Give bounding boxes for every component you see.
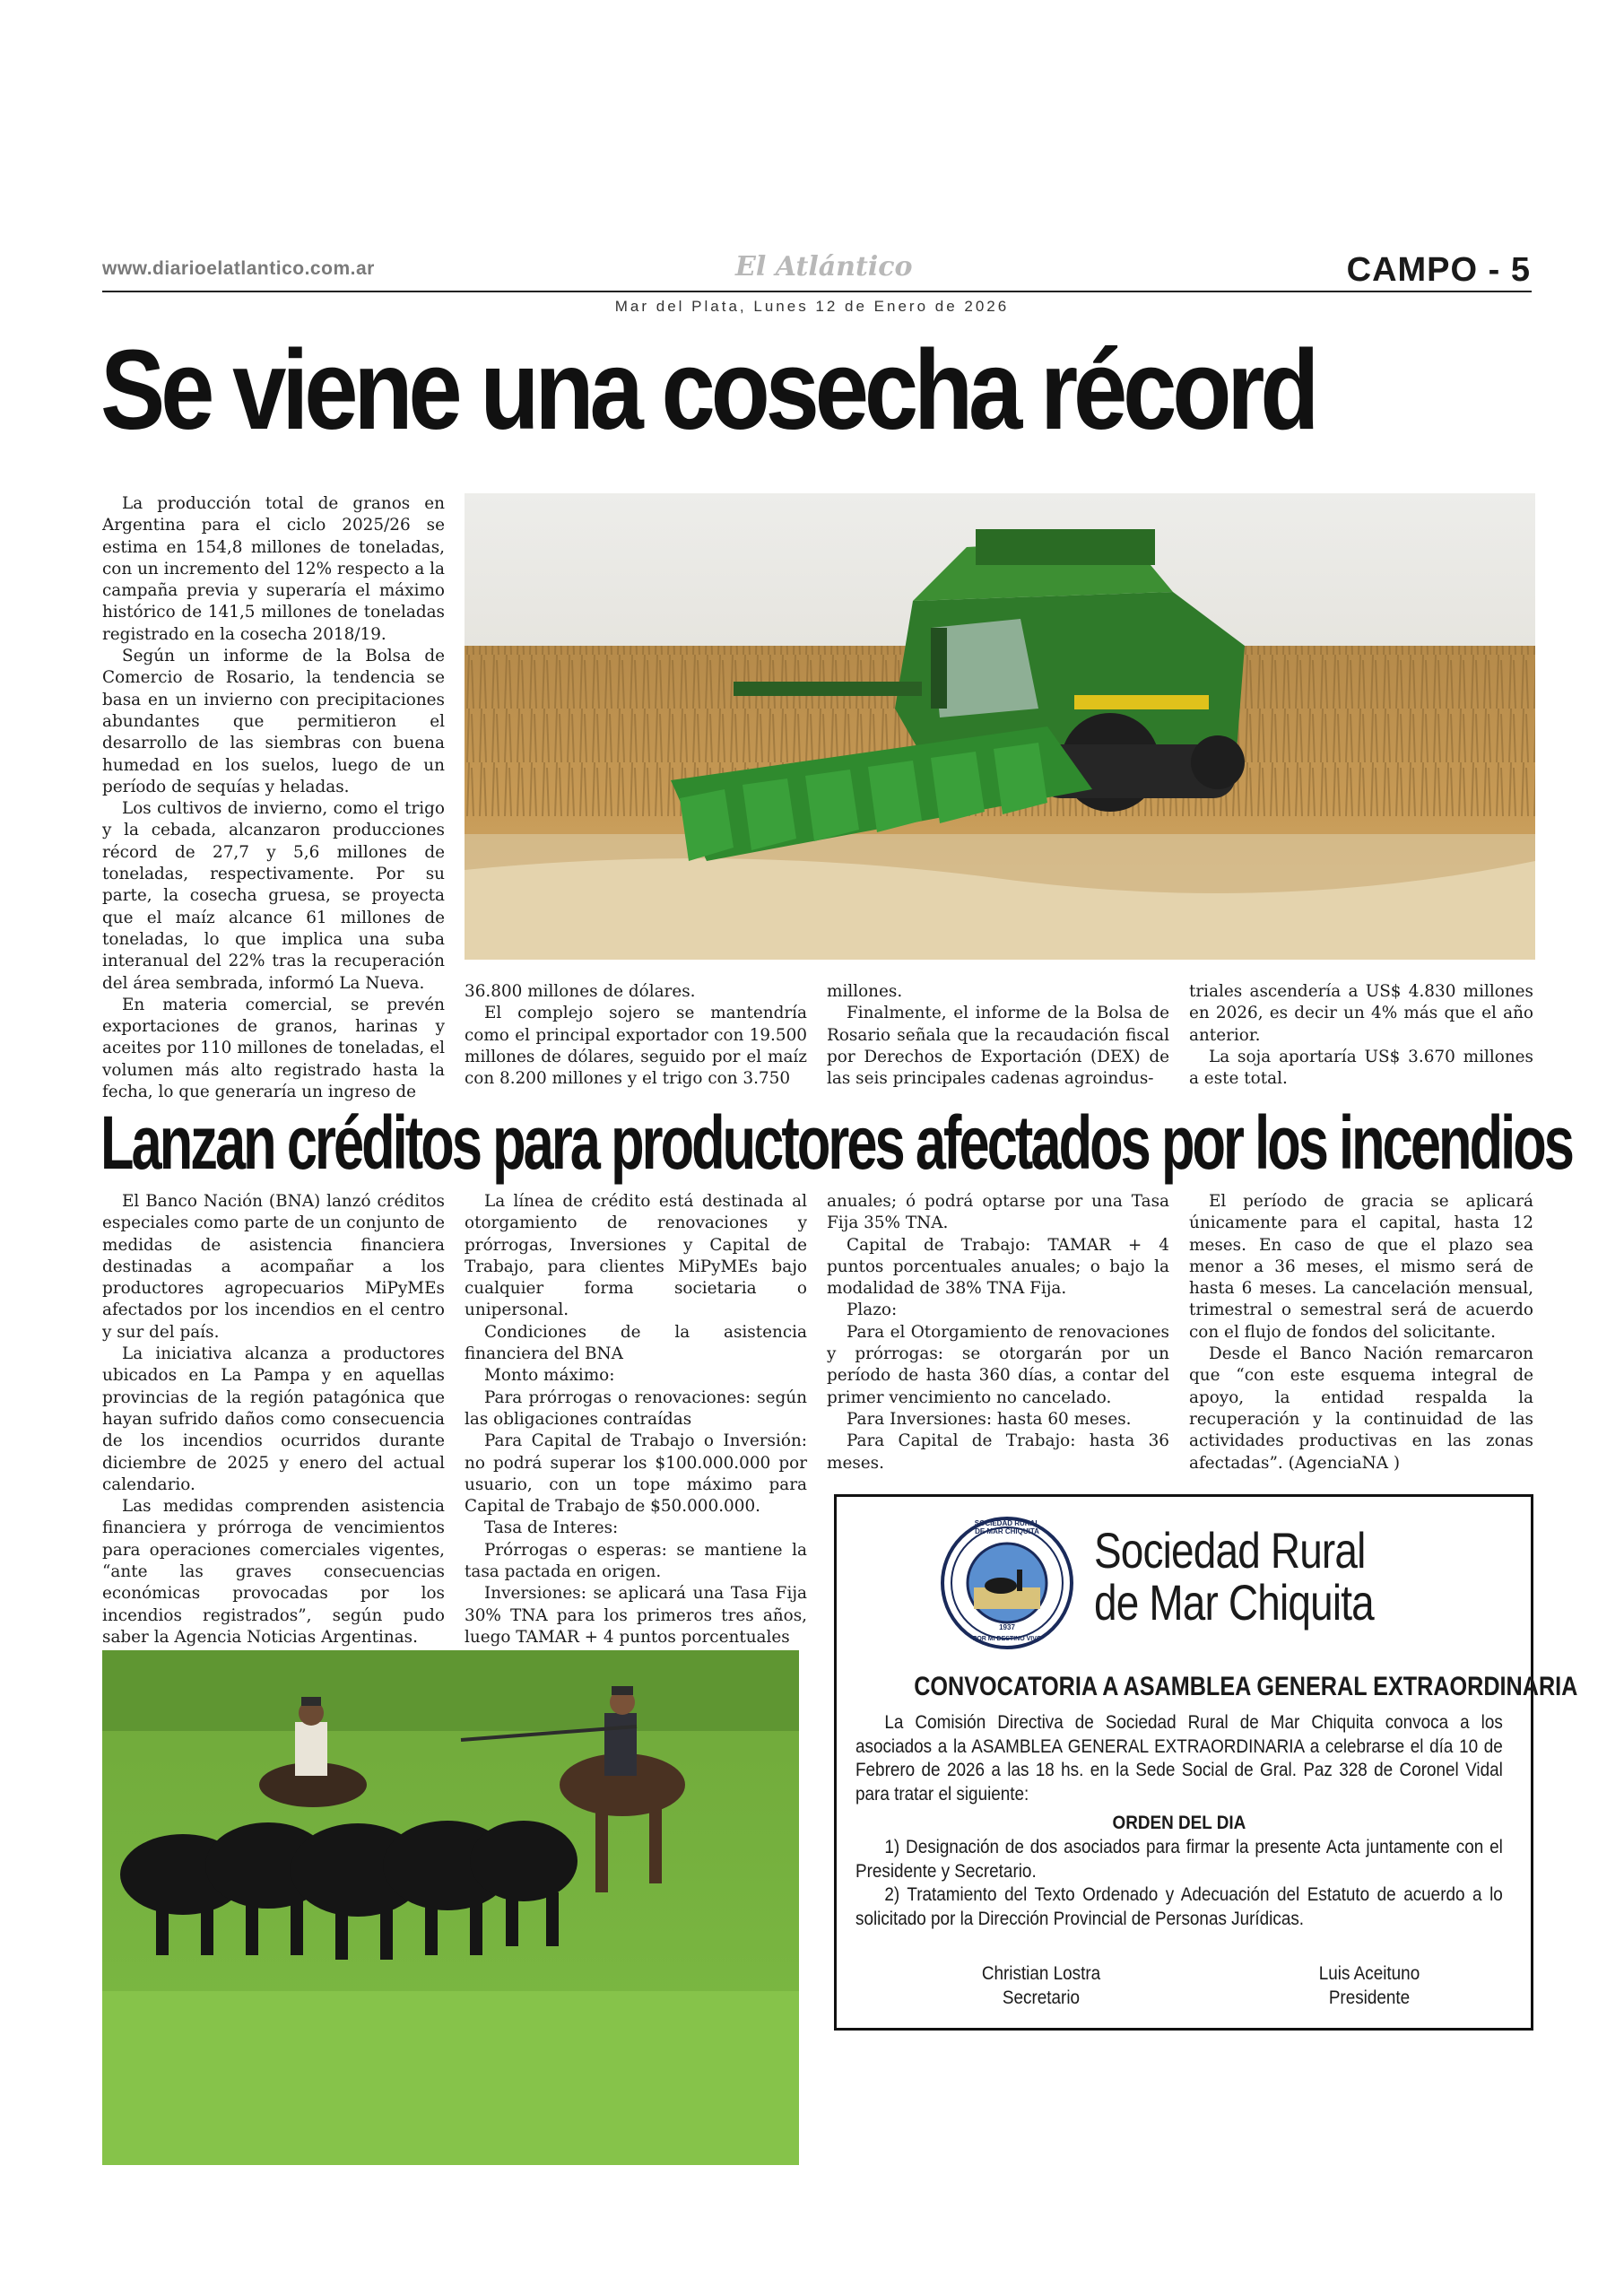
agenda-title: ORDEN DEL DIA — [1112, 1813, 1246, 1834]
article1-column-1 — [102, 493, 445, 1103]
gauchos-herding-cattle-image — [102, 1650, 799, 2165]
paragraph: La iniciativa alcanza a productores ubicados en La Pampa y en aquellas provincias de la región patagónica que hayan sufrido daños como consecuencia de los incendios ocurridos durante diciembre de 2025 y enero del actual calendario. — [102, 1344, 445, 1494]
issue-date: Mar del Plata, Lunes 12 de Enero de 2026 — [614, 298, 1010, 315]
paragraph: Para Capital de Trabajo: hasta 36 meses. — [827, 1431, 1169, 1473]
agenda-item-1: 1) Designación de dos asociados para firmar la presente Acta juntamente con el Presidente y Secretario. — [855, 1836, 1503, 1882]
article1-headline: Se viene una cosecha récord — [100, 326, 1316, 453]
paragraph: Inversiones: se aplicará una Tasa Fija 30% TNA para los primeros tres años, luego TAMAR + 4 puntos porcentuales — [465, 1584, 807, 1647]
article2-column-2 — [465, 1191, 807, 1648]
signatory-role: Secretario — [1002, 1987, 1081, 2008]
paragraph: Según un informe de la Bolsa de Comercio de Rosario, la tendencia se basa en un invierno con precipitaciones abundantes que permitieron el desarrollo de las siembras con buena humedad en los suelos, luego de un período de sequías y heladas. — [102, 647, 445, 796]
paragraph: Para Inversiones: hasta 60 meses. — [847, 1409, 1132, 1429]
paragraph: Monto máximo: — [484, 1366, 615, 1386]
seal-text-top: SOCIEDAD RURAL DE MAR CHIQUITA — [974, 1519, 1040, 1535]
paragraph: Tasa de Interes: — [484, 1518, 619, 1538]
paragraph: Condiciones de la asistencia financiera del BNA — [465, 1322, 807, 1364]
notice-intro: La Comisión Directiva de Sociedad Rural de Mar Chiquita convoca a los asociados a la ASAMBLEA GENERAL EXTRAORDINARIA a celebrarse el día 10 de Febrero de 2026 a las 18 hs. en la Sede Social de Gral. Paz 328 de Coronel Vidal para tratar el siguiente: — [855, 1712, 1503, 1805]
article1-column-2 — [465, 981, 807, 1090]
combine-harvester-image — [465, 493, 1535, 960]
section-label — [1347, 251, 1531, 290]
article2-headline: Lanzan créditos para productores afectados por los incendios — [100, 1100, 1572, 1185]
article2-column-1 — [102, 1191, 445, 1648]
paragraph: Para el Otorgamiento de renovaciones y prórrogas: se otorgarán por un período de hasta 360 días, a contar del primer vencimiento no cancelado. — [827, 1322, 1169, 1407]
paragraph: Los cultivos de invierno, como el trigo y la cebada, alcanzaron producciones récord de 27,7 y 5,6 millones de toneladas, respectivamente. Por su parte, la cosecha gruesa, se proyecta que el maíz alcance 61 millones de toneladas, lo que implica una suba interanual del 22% tras la recuperación del área sembrada, informó La Nueva. — [102, 799, 445, 993]
signatory-role: Presidente — [1328, 1987, 1411, 2008]
page-number: 5 — [1510, 251, 1531, 289]
signatory-name: Luis Aceituno — [1318, 1963, 1420, 1984]
article1-column-3 — [827, 981, 1169, 1090]
paragraph: El período de gracia se aplicará únicamente para el capital, hasta 12 meses. En caso de que el plazo sea menor a 36 meses, el mismo será de hasta 6 meses. La cancelación mensual, trimestral o semestral será de acuerdo con el flujo de fondos del solicitante. — [1189, 1192, 1533, 1342]
article2-column-4 — [1189, 1191, 1533, 1474]
org-name-line-1: Sociedad Rural — [1094, 1522, 1366, 1578]
signature-secretary — [952, 1962, 1130, 2010]
paragraph: Para Capital de Trabajo o Inversión: no podrá superar los $100.000.000 por usuario, con un tope máximo para Capital de Trabajo de $50.000.000. — [465, 1431, 807, 1517]
header-rule — [102, 291, 1532, 292]
paragraph: La línea de crédito está destinada al otorgamiento de renovaciones y prórrogas, Inversiones y Capital de Trabajo, para clientes MiPyMEs bajo cualquier forma societaria o unipersonal. — [465, 1192, 807, 1320]
paragraph: triales ascendería a US$ 4.830 millones en 2026, es decir un 4% más que el año anterior. — [1189, 982, 1533, 1045]
paragraph: En materia comercial, se prevén exportaciones de granos, harinas y aceites por 110 millones de toneladas, el volumen más alto registrado hasta la fecha, lo que generaría un ingreso de — [102, 995, 445, 1102]
paragraph: 36.800 millones de dólares. — [465, 982, 696, 1001]
paragraph: Las medidas comprenden asistencia financiera y prórroga de vencimientos para operaciones comerciales vigentes, “ante las graves consecuencias económicas provocadas por los incendios registrados”, según pudo saber la Agencia Noticias Argentinas. — [102, 1497, 445, 1647]
agenda-item-2: 2) Tratamiento del Texto Ordenado y Adecuación del Estatuto de acuerdo a lo solicitado por la Dirección Provincial de Personas Jurídicas. — [855, 1884, 1503, 1929]
seal-year: 1937 — [999, 1623, 1015, 1631]
site-url: www.diarioelatlantico.com.ar — [102, 258, 375, 279]
paragraph: El Banco Nación (BNA) lanzó créditos especiales como parte de un conjunto de medidas de asistencia financiera destinadas a acompañar a los productores agropecuarios MiPyMEs afectados por los incendios en el centro y sur del país. — [102, 1192, 445, 1342]
org-name-line-2: de Mar Chiquita — [1094, 1574, 1374, 1631]
paragraph: Desde el Banco Nación remarcaron que “con este esquema integral de apoyo, la entidad respalda la recuperación y la continuidad de las actividades productivas en las zonas afectadas”. (AgenciaNA ) — [1189, 1344, 1533, 1473]
sociedad-rural-seal-logo — [940, 1516, 1074, 1650]
harvester-photo — [465, 493, 1535, 960]
article1-column-4 — [1189, 981, 1533, 1090]
notice-organization-name — [1094, 1522, 1374, 1631]
section-name: CAMPO - — [1346, 251, 1501, 289]
paragraph: Capital de Trabajo: TAMAR + 4 puntos porcentuales anuales; o bajo la modalidad de 38% TNA Fija. — [827, 1235, 1169, 1299]
signature-president — [1281, 1962, 1458, 2010]
paragraph: Para prórrogas o renovaciones: según las obligaciones contraídas — [465, 1387, 807, 1429]
paragraph: La soja aportaría US$ 3.670 millones a este total. — [1189, 1047, 1533, 1089]
notice-body — [855, 1711, 1503, 1931]
paragraph: La producción total de granos en Argentina para el ciclo 2025/26 se estima en 154,8 millones de toneladas, con un incremento del 12% respecto a la campaña previa y superaría el máximo histórico de 141,5 millones de toneladas registrado en la cosecha 2018/19. — [102, 494, 445, 644]
paragraph: El complejo sojero se mantendría como el principal exportador con 19.500 millones de dólares, seguido por el maíz con 8.200 millones y el trigo con 3.750 — [465, 1004, 807, 1089]
signatory-name: Christian Lostra — [981, 1963, 1101, 1984]
cattle-photo — [102, 1650, 799, 2165]
paragraph: millones. — [827, 982, 903, 1001]
paragraph: Prórrogas o esperas: se mantiene la tasa pactada en origen. — [465, 1540, 807, 1582]
paragraph: Finalmente, el informe de la Bolsa de Rosario señala que la recaudación fiscal por Derechos de Exportación (DEX) de las seis principales cadenas agroindus- — [827, 1004, 1169, 1089]
seal-text-bottom: POR MI DESTINO VIVO — [972, 1636, 1042, 1642]
paragraph: Plazo: — [847, 1300, 898, 1320]
paragraph: anuales; ó podrá optarse por una Tasa Fija 35% TNA. — [827, 1192, 1169, 1233]
article2-column-3 — [827, 1191, 1169, 1474]
masthead-logo: El Atlántico — [735, 251, 913, 283]
notice-heading: CONVOCATORIA A ASAMBLEA GENERAL EXTRAORDINARIA — [914, 1672, 1578, 1701]
